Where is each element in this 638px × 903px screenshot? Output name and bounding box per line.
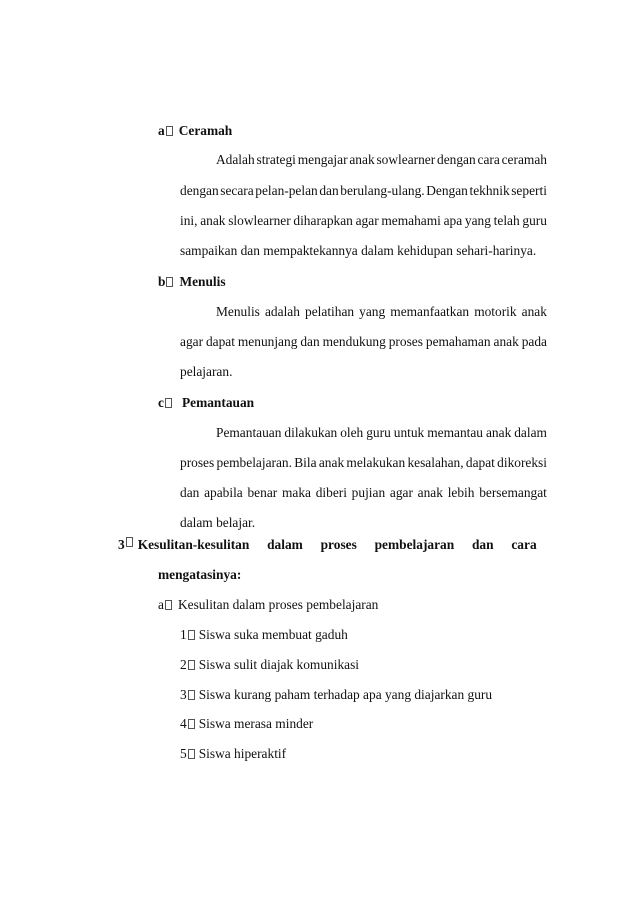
- list-item-text: Siswa hiperaktif: [198, 746, 287, 761]
- heading-word: dan: [471, 537, 494, 552]
- word: ceramah: [501, 152, 547, 167]
- sub-a-marker: a: [158, 597, 164, 612]
- heading-word: proses: [320, 537, 357, 552]
- list-item-number: 2: [180, 657, 187, 672]
- word: apa: [443, 213, 463, 228]
- word: benar: [247, 485, 278, 500]
- word: pujian: [351, 485, 386, 500]
- missing-glyph-box-icon: [188, 749, 195, 759]
- section-3-heading-continuation: mengatasinya:: [158, 567, 242, 582]
- word: pelatihan: [305, 304, 355, 319]
- word: diharapkan: [293, 213, 353, 228]
- word: sowlearner: [376, 152, 436, 167]
- word: proses: [180, 455, 215, 470]
- section-3-sub-a-heading: [158, 597, 378, 613]
- word: kesalahan,: [407, 455, 464, 470]
- heading-word: dalam: [267, 537, 303, 552]
- section-3-marker: 3: [118, 537, 125, 552]
- paragraph-line: sampaikan dan mempaktekannya dalam kehidupan sehari-harinya.: [180, 243, 537, 258]
- list-item-number: 4: [180, 716, 187, 731]
- word: yang: [359, 304, 386, 319]
- word: untuk: [393, 425, 425, 440]
- word: oleh: [340, 425, 364, 440]
- list-item: [180, 687, 492, 703]
- list-item-number: 5: [180, 746, 187, 761]
- word: memanfaatkan: [390, 304, 470, 319]
- word: diberi: [315, 485, 347, 500]
- word: anak: [318, 455, 345, 470]
- word: proses: [388, 334, 423, 349]
- paragraph-line: [216, 425, 547, 441]
- word: telah: [493, 213, 520, 228]
- word: agar: [355, 213, 379, 228]
- list-item-number: 1: [180, 627, 187, 642]
- word: Pemantauan: [216, 425, 282, 440]
- word: mendukung: [322, 334, 386, 349]
- word: anak: [349, 152, 375, 167]
- missing-glyph-box-icon: [188, 690, 195, 700]
- word: yang: [464, 213, 491, 228]
- paragraph-line: pelajaran.: [180, 364, 233, 379]
- word: anak: [485, 425, 512, 440]
- word: anak: [200, 213, 226, 228]
- item-c-marker: c: [158, 395, 164, 410]
- list-item-text: Siswa sulit diajak komunikasi: [198, 657, 360, 672]
- list-item-text: Siswa suka membuat gaduh: [198, 627, 348, 642]
- word: bersemangat: [479, 485, 547, 500]
- paragraph-line: [216, 304, 547, 320]
- list-item-text: Siswa kurang paham terhadap apa yang diajarkan guru: [198, 687, 493, 702]
- word: adalah: [264, 304, 300, 319]
- word: dan: [180, 485, 200, 500]
- item-c-title: Pemantauan: [181, 395, 255, 410]
- word: maka: [281, 485, 311, 500]
- list-item: [180, 657, 359, 673]
- item-b-title: Menulis: [179, 274, 226, 289]
- missing-glyph-box-icon: [188, 719, 195, 729]
- word: Bila: [294, 455, 317, 470]
- list-item-number: 3: [180, 687, 187, 702]
- paragraph-line: [180, 455, 547, 471]
- word: menunjang: [237, 334, 298, 349]
- missing-glyph-box-icon: [188, 660, 195, 670]
- word: dilakukan: [284, 425, 338, 440]
- missing-glyph-box-icon: [165, 398, 172, 408]
- word: anak: [417, 485, 443, 500]
- section-3-heading: [118, 537, 547, 553]
- word: cara: [477, 152, 500, 167]
- word: ini,: [180, 213, 198, 228]
- word: memantau: [427, 425, 484, 440]
- heading-word: pembelajaran: [374, 537, 455, 552]
- sub-a-title: Kesulitan dalam proses pembelajaran: [177, 597, 379, 612]
- word: guru: [366, 425, 391, 440]
- list-item: [180, 746, 286, 762]
- word: tekhnik: [469, 183, 510, 198]
- word: strategi: [256, 152, 296, 167]
- word: dikoreksi: [497, 455, 547, 470]
- word: memahami: [381, 213, 441, 228]
- heading-word: Kesulitan-kesulitan: [137, 537, 250, 552]
- word: secara: [220, 183, 254, 198]
- list-item: [180, 716, 313, 732]
- item-a-heading: [158, 123, 232, 139]
- word: slowlearner: [228, 213, 291, 228]
- word: Menulis: [216, 304, 260, 319]
- word: dalam: [514, 425, 547, 440]
- missing-glyph-box-icon: [165, 600, 172, 610]
- word: Dengan: [426, 183, 468, 198]
- word: melakukan: [346, 455, 406, 470]
- paragraph-line: dalam belajar.: [180, 515, 256, 530]
- word: dapat: [465, 455, 495, 470]
- word: pelan-pelan: [255, 183, 318, 198]
- word: anak: [521, 304, 547, 319]
- word: pemahaman: [425, 334, 491, 349]
- item-a-title: Ceramah: [178, 123, 233, 138]
- missing-glyph-box-icon: [166, 277, 173, 287]
- missing-glyph-box-icon: [166, 126, 173, 136]
- word: motorik: [474, 304, 517, 319]
- paragraph-line: [216, 152, 547, 168]
- word: dengan: [180, 183, 219, 198]
- word: berulang-ulang.: [340, 183, 425, 198]
- list-item-text: Siswa merasa minder: [198, 716, 314, 731]
- paragraph-line: [180, 485, 547, 501]
- section-3-heading-words: [138, 537, 537, 553]
- word: dengan: [437, 152, 476, 167]
- word: agar: [180, 334, 204, 349]
- paragraph-line: [180, 183, 547, 199]
- word: anak: [493, 334, 519, 349]
- missing-glyph-box-icon: [188, 630, 195, 640]
- heading-word: cara: [511, 537, 537, 552]
- paragraph-line: [180, 334, 547, 350]
- word: seperti: [511, 183, 547, 198]
- word: pembelajaran.: [216, 455, 292, 470]
- missing-glyph-box-icon: [126, 537, 133, 547]
- word: lebih: [447, 485, 475, 500]
- item-b-marker: b: [158, 274, 166, 289]
- word: pada: [521, 334, 547, 349]
- item-b-heading: [158, 274, 226, 290]
- word: Adalah: [216, 152, 255, 167]
- item-a-marker: a: [158, 123, 165, 138]
- word: dan: [300, 334, 320, 349]
- list-item: [180, 627, 348, 643]
- word: dapat: [205, 334, 235, 349]
- paragraph-line: [180, 213, 547, 229]
- word: guru: [522, 213, 547, 228]
- word: dan: [319, 183, 339, 198]
- word: mengajar: [297, 152, 348, 167]
- word: agar: [389, 485, 413, 500]
- word: apabila: [204, 485, 243, 500]
- item-c-heading: [158, 395, 254, 411]
